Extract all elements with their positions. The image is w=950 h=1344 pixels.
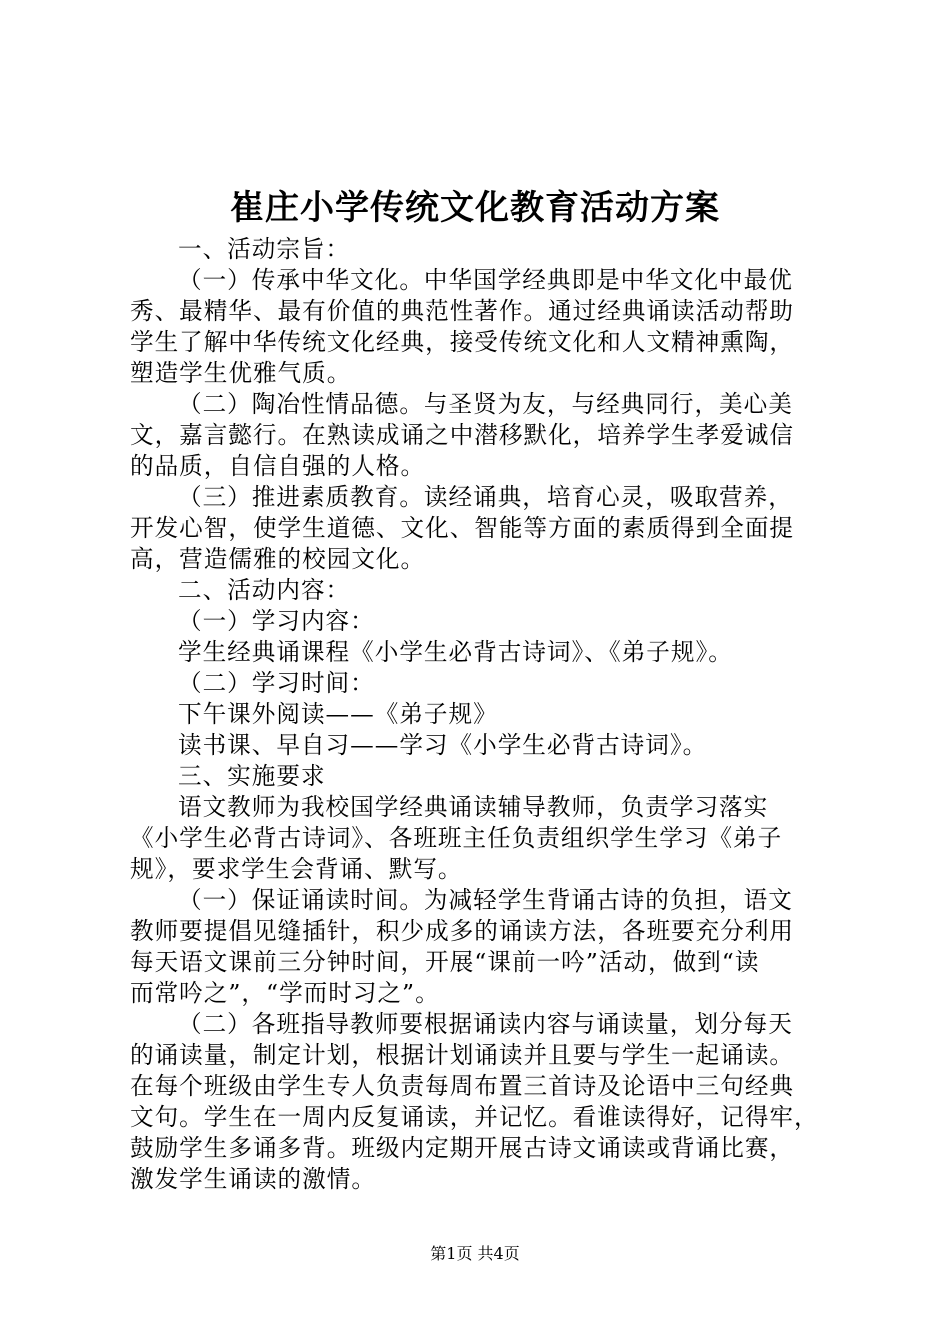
text-line: 读书课、早自习——学习《小学生必背古诗词》。	[178, 731, 708, 759]
text-line: 开发心智，使学生道德、文化、智能等方面的素质得到全面提	[130, 514, 795, 542]
text-line: 而常吟之”，“学而时习之”。	[130, 979, 440, 1007]
text-line: 下午课外阅读——《弟子规》	[178, 700, 498, 728]
text-line: （二）各班指导教师要根据诵读内容与诵读量，划分每天	[178, 1010, 793, 1038]
document-body	[130, 234, 830, 1195]
text-line: 的品质，自信自强的人格。	[130, 452, 426, 480]
text-line: 鼓励学生多诵多背。班级内定期开展古诗文诵读或背诵比赛，	[130, 1134, 795, 1162]
text-line: 在每个班级由学生专人负责每周布置三首诗及论语中三句经典	[130, 1072, 795, 1100]
page-footer: 第1页 共4页	[430, 1244, 520, 1263]
text-line: 教师要提倡见缝插针，积少成多的诵读方法，各班要充分利用	[130, 917, 795, 945]
text-line: 文，嘉言懿行。在熟读成诵之中潜移默化，培养学生孝爱诚信	[130, 421, 795, 449]
text-line: 规》，要求学生会背诵、默写。	[130, 855, 463, 883]
text-line: （一）传承中华文化。中华国学经典即是中华文化中最优	[178, 266, 793, 294]
text-line: 塑造学生优雅气质。	[130, 359, 352, 387]
text-line: （二）学习时间：	[178, 669, 375, 697]
text-line: 学生经典诵课程《小学生必背古诗词》、《弟子规》。	[178, 638, 733, 666]
text-line: 秀、最精华、最有价值的典范性著作。通过经典诵读活动帮助	[130, 297, 795, 325]
text-line: 高，营造儒雅的校园文化。	[130, 545, 426, 573]
text-line: 《小学生必背古诗词》、各班班主任负责组织学生学习《弟子	[130, 824, 783, 852]
text-line: 每天语文课前三分钟时间，开展“课前一吟”活动，做到“读	[130, 948, 760, 976]
text-line: 二、活动内容：	[178, 576, 351, 604]
text-line: 激发学生诵读的激情。	[130, 1165, 376, 1193]
text-line: （一）保证诵读时间。为减轻学生背诵古诗的负担，语文	[178, 886, 793, 914]
text-line: 学生了解中华传统文化经典，接受传统文化和人文精神熏陶，	[130, 328, 795, 356]
text-line: 文句。学生在一周内反复诵读，并记忆。看谁读得好，记得牢，	[130, 1103, 819, 1131]
text-line: 三、实施要求	[178, 762, 326, 790]
text-line: （二）陶冶性情品德。与圣贤为友，与经典同行，美心美	[178, 390, 793, 418]
text-line: 语文教师为我校国学经典诵读辅导教师，负责学习落实	[178, 793, 769, 821]
text-line: （一）学习内容：	[178, 607, 375, 635]
text-line: （三）推进素质教育。读经诵典，培育心灵，吸取营养，	[178, 483, 793, 511]
document-title: 崔庄小学传统文化教育活动方案	[230, 188, 720, 228]
text-line: 一、活动宗旨：	[178, 235, 351, 263]
text-line: 的诵读量，制定计划，根据计划诵读并且要与学生一起诵读。	[130, 1041, 795, 1069]
